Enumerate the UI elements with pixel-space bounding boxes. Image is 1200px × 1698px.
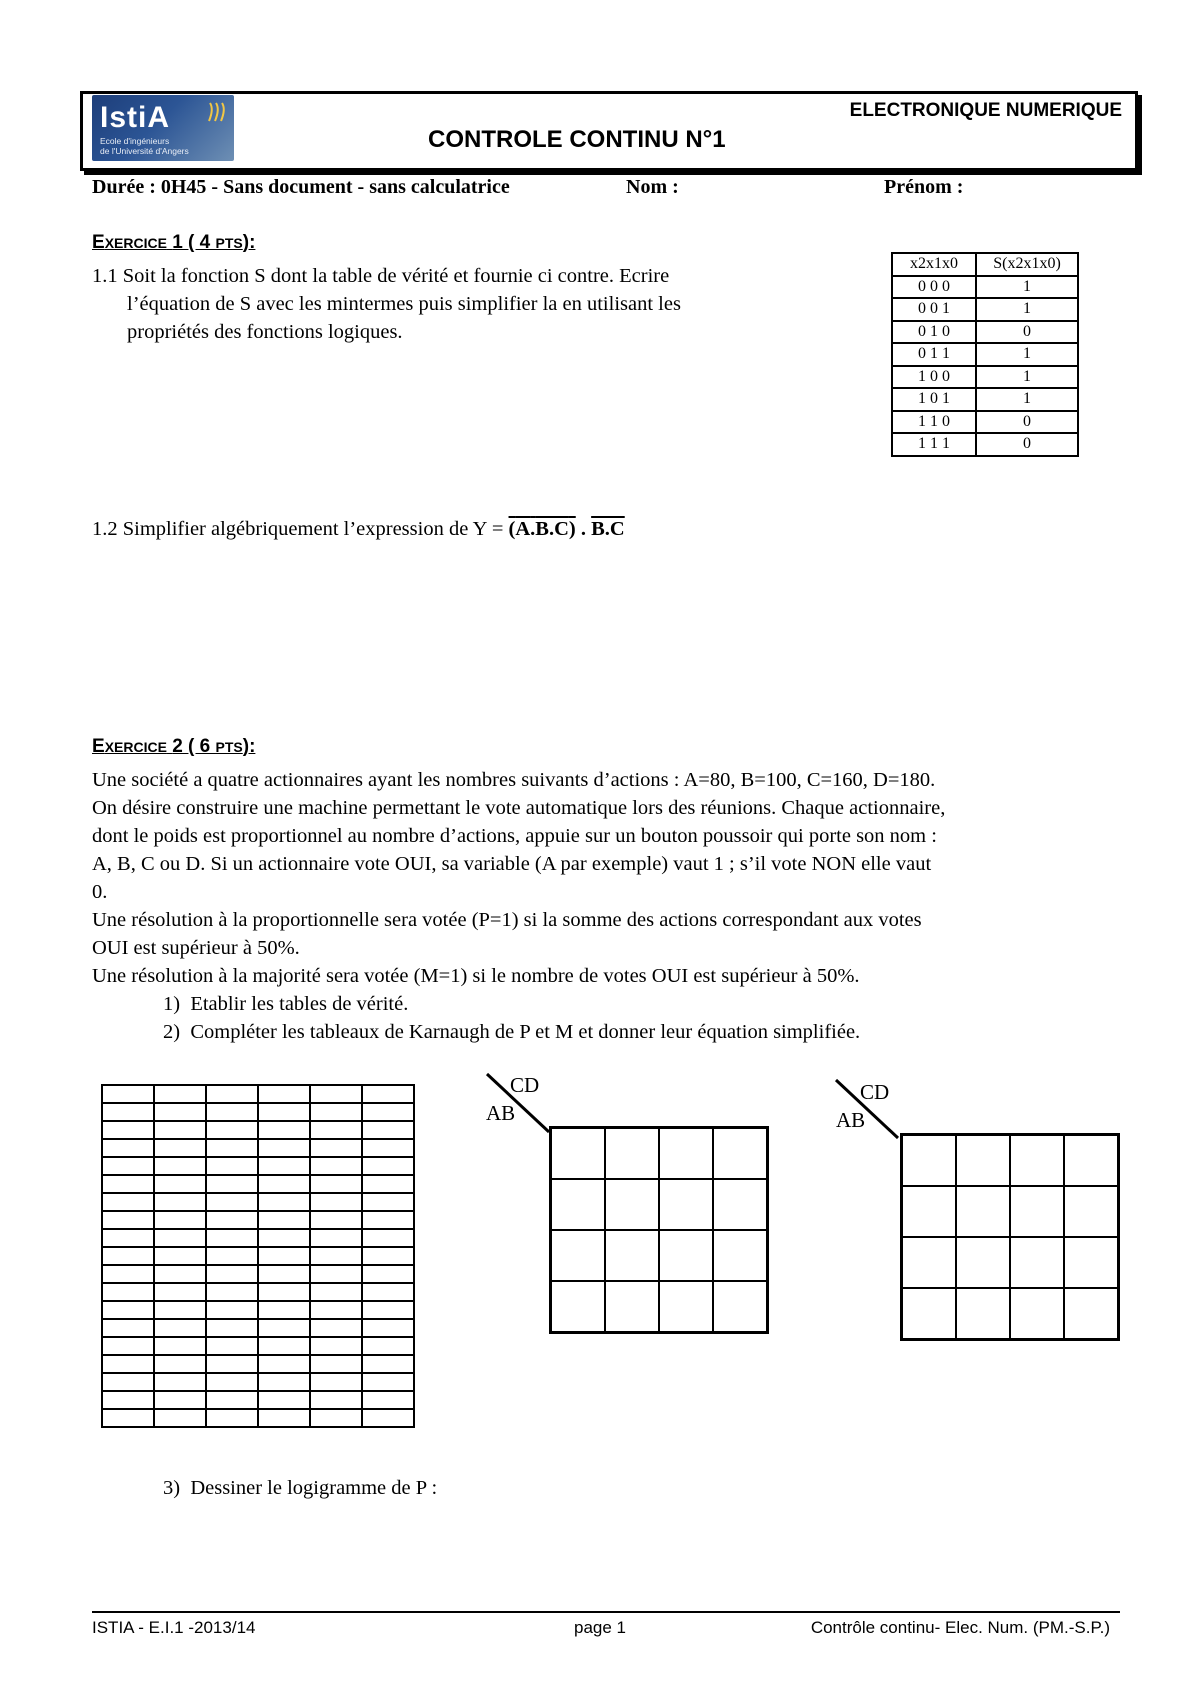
truth-table-header <box>892 253 1078 276</box>
kmap-cell[interactable] <box>605 1281 659 1333</box>
truth-cell: 1 1 1 <box>892 433 976 456</box>
truth-cell: 0 0 0 <box>892 276 976 299</box>
answer-cell[interactable] <box>258 1211 310 1229</box>
q2-text: 1.2 Simplifier algébriquement l’expression de Y = <box>92 518 509 540</box>
statement-line: Une société a quatre actionnaires ayant les nombres suivants d’actions : A=80, B=100, C=160, D=180. <box>92 769 936 791</box>
answer-cell[interactable] <box>206 1229 258 1247</box>
answer-cell[interactable] <box>154 1319 206 1337</box>
answer-cell[interactable] <box>154 1355 206 1373</box>
answer-cell[interactable] <box>154 1283 206 1301</box>
table-row <box>102 1193 414 1211</box>
answer-cell[interactable] <box>102 1391 154 1409</box>
answer-cell[interactable] <box>206 1211 258 1229</box>
kmap-cell[interactable] <box>659 1230 713 1281</box>
exercise1-q1-line3: propriétés des fonctions logiques. <box>127 321 403 343</box>
answer-cell[interactable] <box>310 1355 362 1373</box>
kmap-cell[interactable] <box>1064 1237 1119 1288</box>
answer-cell[interactable] <box>310 1337 362 1355</box>
answer-cell[interactable] <box>154 1175 206 1193</box>
answer-cell[interactable] <box>154 1193 206 1211</box>
logo-subtitle: Ecole d'ingénieurs de l'Université d'Angers <box>100 136 189 156</box>
truth-cell: 1 1 0 <box>892 411 976 434</box>
answer-cell[interactable] <box>102 1337 154 1355</box>
table-row <box>892 388 1078 411</box>
exercise1-q1-line2: l’équation de S avec les mintermes puis simplifier la en utilisant les <box>127 293 681 315</box>
answer-cell[interactable] <box>206 1337 258 1355</box>
kmap-cell[interactable] <box>1064 1186 1119 1237</box>
table-row <box>102 1121 414 1139</box>
truth-cell: 1 0 0 <box>892 366 976 389</box>
answer-cell[interactable] <box>310 1283 362 1301</box>
kmap-row <box>902 1186 1119 1237</box>
answer-cell[interactable] <box>206 1265 258 1283</box>
answer-cell[interactable] <box>206 1301 258 1319</box>
kmap-cell[interactable] <box>1010 1186 1064 1237</box>
answer-cell[interactable] <box>154 1301 206 1319</box>
kmap-row <box>902 1135 1119 1187</box>
table-row <box>102 1103 414 1121</box>
answer-cell[interactable] <box>102 1283 154 1301</box>
nom-label: Nom : <box>626 176 679 198</box>
kmap-cell[interactable] <box>713 1179 768 1230</box>
answer-truth-table <box>101 1084 415 1428</box>
kmap-cell[interactable] <box>659 1179 713 1230</box>
answer-cell[interactable] <box>310 1391 362 1409</box>
footer-page-number: page 1 <box>574 1618 626 1637</box>
footer-divider <box>92 1611 1120 1613</box>
logo-rays-icon <box>206 101 228 123</box>
answer-cell[interactable] <box>310 1229 362 1247</box>
answer-cell[interactable] <box>310 1319 362 1337</box>
answer-cell[interactable] <box>258 1157 310 1175</box>
answer-cell[interactable] <box>310 1157 362 1175</box>
kmap-cell[interactable] <box>902 1186 957 1237</box>
answer-cell[interactable] <box>310 1211 362 1229</box>
page-title: CONTROLE CONTINU N°1 <box>428 126 726 153</box>
kmap-p-row-label: AB <box>486 1101 516 1125</box>
kmap-row <box>551 1230 768 1281</box>
answer-cell[interactable] <box>154 1103 206 1121</box>
answer-cell[interactable] <box>310 1373 362 1391</box>
answer-cell[interactable] <box>206 1319 258 1337</box>
table-row <box>892 298 1078 321</box>
statement-line: 0. <box>92 881 108 903</box>
truth-cell: 0 <box>976 321 1078 344</box>
answer-cell[interactable] <box>206 1355 258 1373</box>
answer-cell[interactable] <box>206 1085 258 1103</box>
table-row <box>892 411 1078 434</box>
answer-cell[interactable] <box>258 1229 310 1247</box>
answer-cell[interactable] <box>206 1373 258 1391</box>
answer-cell[interactable] <box>362 1373 414 1391</box>
truth-cell: 0 0 1 <box>892 298 976 321</box>
truth-cell: 0 1 0 <box>892 321 976 344</box>
kmap-cell[interactable] <box>956 1237 1010 1288</box>
answer-cell[interactable] <box>362 1337 414 1355</box>
answer-cell[interactable] <box>362 1103 414 1121</box>
answer-cell[interactable] <box>258 1103 310 1121</box>
subject-title: ELECTRONIQUE NUMERIQUE <box>849 100 1122 121</box>
kmap-p-diagonal <box>485 1072 555 1134</box>
answer-cell[interactable] <box>258 1409 310 1427</box>
answer-cell[interactable] <box>310 1175 362 1193</box>
answer-cell[interactable] <box>258 1121 310 1139</box>
answer-cell[interactable] <box>154 1373 206 1391</box>
table-row <box>892 276 1078 299</box>
answer-cell[interactable] <box>102 1319 154 1337</box>
table-row <box>102 1409 414 1427</box>
answer-cell[interactable] <box>154 1247 206 1265</box>
answer-cell[interactable] <box>310 1193 362 1211</box>
kmap-p-col-label: CD <box>510 1073 540 1097</box>
table-row <box>892 433 1078 456</box>
exercise1-title: EXERCICE 1 ( 4 PTS): <box>92 232 256 253</box>
truth-cell: 0 1 1 <box>892 343 976 366</box>
prenom-label: Prénom : <box>884 176 964 198</box>
truth-header-output: S(x2x1x0) <box>976 253 1078 276</box>
answer-cell[interactable] <box>206 1139 258 1157</box>
exercise1-q2 <box>92 515 625 543</box>
answer-cell[interactable] <box>362 1211 414 1229</box>
answer-cell[interactable] <box>102 1193 154 1211</box>
answer-cell[interactable] <box>362 1391 414 1409</box>
answer-cell[interactable] <box>154 1139 206 1157</box>
table-row <box>102 1319 414 1337</box>
answer-cell[interactable] <box>310 1121 362 1139</box>
footer-right: Contrôle continu- Elec. Num. (PM.-S.P.) <box>810 1618 1110 1637</box>
kmap-cell[interactable] <box>956 1288 1010 1340</box>
answer-cell[interactable] <box>362 1283 414 1301</box>
truth-cell: 1 <box>976 276 1078 299</box>
table-row <box>102 1175 414 1193</box>
answer-cell[interactable] <box>154 1229 206 1247</box>
table-row <box>102 1229 414 1247</box>
kmap-m-diagonal <box>834 1078 904 1140</box>
kmap-row <box>551 1179 768 1230</box>
kmap-cell[interactable] <box>1010 1288 1064 1340</box>
istia-logo <box>92 95 234 161</box>
table-row <box>102 1139 414 1157</box>
table-row <box>102 1085 414 1103</box>
answer-cell[interactable] <box>102 1085 154 1103</box>
table-row <box>892 366 1078 389</box>
answer-cell[interactable] <box>258 1391 310 1409</box>
answer-cell[interactable] <box>258 1283 310 1301</box>
statement-line: On désire construire une machine permettant le vote automatique lors des réunions. Chaque actionnaire, <box>92 797 946 819</box>
kmap-cell[interactable] <box>713 1128 768 1180</box>
duration-info: Durée : 0H45 - Sans document - sans calculatrice <box>92 176 510 198</box>
answer-cell[interactable] <box>362 1355 414 1373</box>
table-row <box>102 1373 414 1391</box>
kmap-row <box>551 1281 768 1333</box>
answer-cell[interactable] <box>362 1409 414 1427</box>
answer-cell[interactable] <box>154 1391 206 1409</box>
answer-cell[interactable] <box>102 1265 154 1283</box>
answer-cell[interactable] <box>206 1247 258 1265</box>
answer-cell[interactable] <box>362 1247 414 1265</box>
logo-text: IstiA <box>100 101 171 134</box>
kmap-m <box>900 1133 1120 1341</box>
kmap-cell[interactable] <box>902 1135 957 1187</box>
table-row <box>102 1355 414 1373</box>
kmap-cell[interactable] <box>1010 1237 1064 1288</box>
kmap-cell[interactable] <box>1064 1288 1119 1340</box>
answer-cell[interactable] <box>362 1193 414 1211</box>
truth-cell: 0 <box>976 411 1078 434</box>
answer-cell[interactable] <box>362 1301 414 1319</box>
truth-cell: 1 <box>976 343 1078 366</box>
truth-cell: 1 0 1 <box>892 388 976 411</box>
kmap-cell[interactable] <box>551 1230 606 1281</box>
answer-cell[interactable] <box>362 1175 414 1193</box>
answer-cell[interactable] <box>102 1373 154 1391</box>
answer-cell[interactable] <box>206 1193 258 1211</box>
statement-line: dont le poids est proportionnel au nombre d’actions, appuie sur un bouton poussoir qui porte son nom : <box>92 825 937 847</box>
kmap-cell[interactable] <box>713 1230 768 1281</box>
exercise2-title: EXERCICE 2 ( 6 PTS): <box>92 736 256 757</box>
kmap-cell[interactable] <box>605 1128 659 1180</box>
truth-cell: 1 <box>976 388 1078 411</box>
truth-header-input: x2x1x0 <box>892 253 976 276</box>
answer-cell[interactable] <box>258 1319 310 1337</box>
q2-outer-bar: (A.B.C) <box>508 518 576 540</box>
answer-cell[interactable] <box>102 1103 154 1121</box>
kmap-cell[interactable] <box>605 1179 659 1230</box>
truth-cell: 1 <box>976 366 1078 389</box>
answer-cell[interactable] <box>258 1265 310 1283</box>
answer-cell[interactable] <box>362 1319 414 1337</box>
kmap-cell[interactable] <box>551 1281 606 1333</box>
table-row <box>102 1301 414 1319</box>
answer-cell[interactable] <box>206 1283 258 1301</box>
kmap-cell[interactable] <box>713 1281 768 1333</box>
answer-cell[interactable] <box>362 1121 414 1139</box>
answer-cell[interactable] <box>362 1139 414 1157</box>
kmap-cell[interactable] <box>956 1186 1010 1237</box>
kmap-cell[interactable] <box>551 1128 606 1180</box>
truth-table <box>891 252 1079 457</box>
q2-formula: (A.B.C) . B.C <box>508 518 625 540</box>
kmap-row <box>902 1237 1119 1288</box>
kmap-m-row-label: AB <box>836 1108 866 1132</box>
truth-cell: 0 <box>976 433 1078 456</box>
table-row <box>102 1283 414 1301</box>
table-row <box>892 321 1078 344</box>
kmap-cell[interactable] <box>902 1237 957 1288</box>
kmap-cell[interactable] <box>659 1128 713 1180</box>
answer-cell[interactable] <box>102 1121 154 1139</box>
answer-cell[interactable] <box>102 1157 154 1175</box>
answer-cell[interactable] <box>206 1157 258 1175</box>
truth-cell: 1 <box>976 298 1078 321</box>
answer-cell[interactable] <box>362 1085 414 1103</box>
kmap-p <box>549 1126 769 1334</box>
kmap-cell[interactable] <box>659 1281 713 1333</box>
answer-cell[interactable] <box>362 1229 414 1247</box>
answer-cell[interactable] <box>154 1121 206 1139</box>
kmap-cell[interactable] <box>605 1230 659 1281</box>
answer-cell[interactable] <box>206 1409 258 1427</box>
answer-cell[interactable] <box>102 1229 154 1247</box>
answer-cell[interactable] <box>310 1085 362 1103</box>
answer-cell[interactable] <box>102 1247 154 1265</box>
kmap-cell[interactable] <box>956 1135 1010 1187</box>
kmap-cell[interactable] <box>1064 1135 1119 1187</box>
statement-line: Une résolution à la proportionnelle sera votée (P=1) si la somme des actions correspondant aux votes <box>92 909 922 931</box>
answer-cell[interactable] <box>258 1301 310 1319</box>
answer-cell[interactable] <box>362 1265 414 1283</box>
answer-cell[interactable] <box>102 1211 154 1229</box>
answer-cell[interactable] <box>154 1409 206 1427</box>
table-row <box>102 1337 414 1355</box>
question-item-2: 2) Compléter les tableaux de Karnaugh de P et M et donner leur équation simplifiée. <box>163 1021 861 1043</box>
table-row <box>102 1157 414 1175</box>
answer-cell[interactable] <box>310 1301 362 1319</box>
answer-cell[interactable] <box>206 1175 258 1193</box>
answer-cell[interactable] <box>310 1247 362 1265</box>
answer-cell[interactable] <box>154 1337 206 1355</box>
answer-cell[interactable] <box>258 1337 310 1355</box>
table-row <box>102 1211 414 1229</box>
answer-cell[interactable] <box>362 1157 414 1175</box>
answer-cell[interactable] <box>206 1121 258 1139</box>
kmap-m-col-label: CD <box>860 1080 890 1104</box>
statement-line: OUI est supérieur à 50%. <box>92 937 300 959</box>
statement-line: A, B, C ou D. Si un actionnaire vote OUI, sa variable (A par exemple) vaut 1 ; s’il vote NON elle vaut <box>92 853 932 875</box>
table-row <box>102 1265 414 1283</box>
answer-cell[interactable] <box>310 1139 362 1157</box>
answer-cell[interactable] <box>154 1211 206 1229</box>
kmap-row <box>902 1288 1119 1340</box>
kmap-cell[interactable] <box>902 1288 957 1340</box>
answer-cell[interactable] <box>154 1265 206 1283</box>
answer-cell[interactable] <box>102 1175 154 1193</box>
answer-cell[interactable] <box>310 1103 362 1121</box>
table-row <box>102 1247 414 1265</box>
answer-cell[interactable] <box>206 1391 258 1409</box>
answer-cell[interactable] <box>154 1085 206 1103</box>
statement-line: Une résolution à la majorité sera votée (M=1) si le nombre de votes OUI est supérieur à 50%. <box>92 965 860 987</box>
answer-cell[interactable] <box>258 1373 310 1391</box>
table-row <box>102 1391 414 1409</box>
answer-cell[interactable] <box>102 1409 154 1427</box>
answer-cell[interactable] <box>258 1247 310 1265</box>
answer-cell[interactable] <box>258 1175 310 1193</box>
answer-cell[interactable] <box>206 1103 258 1121</box>
answer-cell[interactable] <box>102 1355 154 1373</box>
exercise2-statement <box>92 766 945 990</box>
answer-cell[interactable] <box>258 1193 310 1211</box>
answer-cell[interactable] <box>310 1265 362 1283</box>
exercise1-q1-line1: 1.1 Soit la fonction S dont la table de vérité et fournie ci contre. Ecrire <box>92 265 670 287</box>
answer-cell[interactable] <box>310 1409 362 1427</box>
answer-cell[interactable] <box>102 1139 154 1157</box>
answer-cell[interactable] <box>258 1085 310 1103</box>
question-item-1: 1) Etablir les tables de vérité. <box>163 993 409 1015</box>
answer-cell[interactable] <box>154 1157 206 1175</box>
answer-cell[interactable] <box>102 1301 154 1319</box>
kmap-cell[interactable] <box>551 1179 606 1230</box>
answer-cell[interactable] <box>258 1139 310 1157</box>
table-row <box>892 343 1078 366</box>
kmap-cell[interactable] <box>1010 1135 1064 1187</box>
question-item-3: 3) Dessiner le logigramme de P : <box>163 1477 438 1499</box>
kmap-row <box>551 1128 768 1180</box>
answer-cell[interactable] <box>258 1355 310 1373</box>
footer-left: ISTIA - E.I.1 -2013/14 <box>92 1618 256 1637</box>
